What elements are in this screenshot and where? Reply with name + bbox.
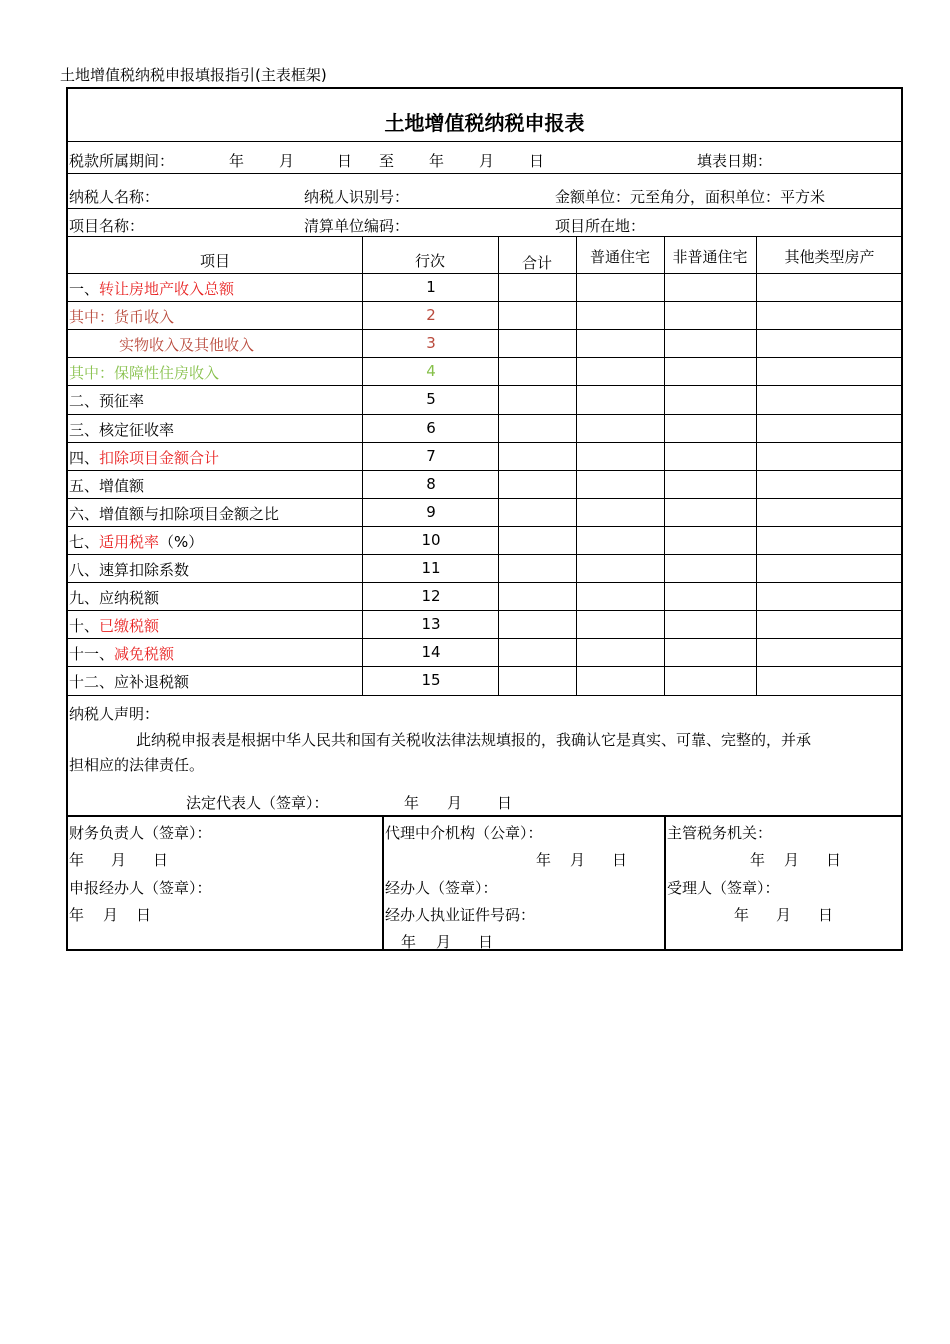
row-line-number: 9 xyxy=(426,502,436,521)
row-item-label xyxy=(69,475,144,496)
row-line-number: 12 xyxy=(421,587,441,606)
declaration-text-line2: 担相应的法律责任。 xyxy=(69,756,205,774)
divider xyxy=(68,815,903,817)
row-item-label xyxy=(69,278,234,299)
declaration-text-line1: 此纳税申报表是根据中华人民共和国有关税收法律法规填报的，我确认它是真实、可靠、完整的，并承 xyxy=(136,731,812,749)
agent-day: 日 xyxy=(612,851,628,869)
handler-day: 日 xyxy=(478,933,494,951)
row-divider xyxy=(68,554,903,555)
row-item-text: 核定征收率 xyxy=(99,420,175,439)
row-item-prefix: 十、 xyxy=(69,617,100,636)
row-line-number: 2 xyxy=(426,306,436,325)
row-divider xyxy=(68,582,903,583)
period-month-end: 月 xyxy=(479,152,495,170)
row-divider xyxy=(68,638,903,639)
period-year-start: 年 xyxy=(229,152,245,170)
unit-label: 金额单位：元至角分，面积单位：平方米 xyxy=(555,188,826,206)
column-divider xyxy=(576,236,577,695)
decl-day: 日 xyxy=(497,794,513,812)
row-line-number: 7 xyxy=(426,446,436,465)
row-line-number: 6 xyxy=(426,418,436,437)
row-line-number: 4 xyxy=(426,362,436,381)
row-item-label xyxy=(69,587,159,608)
row-line-number: 13 xyxy=(421,615,441,634)
row-item-label xyxy=(69,390,144,411)
finance-year: 年 xyxy=(69,851,85,869)
row-item-text: 扣除项目金额合计 xyxy=(99,448,220,467)
row-divider xyxy=(68,385,903,386)
row-line-number: 10 xyxy=(421,530,441,549)
row-item-prefix: 三、 xyxy=(69,420,100,439)
row-line-number: 3 xyxy=(426,334,436,353)
row-divider xyxy=(68,301,903,302)
period-year-end: 年 xyxy=(429,152,445,170)
row-item-text: 减免税额 xyxy=(114,645,175,664)
row-item-text: 已缴税额 xyxy=(99,617,160,636)
header-item: 项目 xyxy=(199,252,230,270)
form-title: 土地增值税纳税申报表 xyxy=(384,111,585,135)
row-item-text: 预征率 xyxy=(99,392,145,411)
row-item-prefix: 九、 xyxy=(69,589,100,608)
row-line-number: 14 xyxy=(421,643,441,662)
finance-day: 日 xyxy=(153,851,169,869)
column-divider xyxy=(756,236,757,695)
row-divider xyxy=(68,666,903,667)
authority-year: 年 xyxy=(750,851,766,869)
header-line-no: 行次 xyxy=(414,252,445,270)
period-month-start: 月 xyxy=(279,152,295,170)
agent-org-label: 代理中介机构（公章）： xyxy=(385,824,543,842)
finance-month: 月 xyxy=(111,851,127,869)
decl-month: 月 xyxy=(447,794,463,812)
filer-day: 日 xyxy=(136,906,152,924)
period-day-end: 日 xyxy=(529,152,545,170)
authority-day: 日 xyxy=(826,851,842,869)
filer-month: 月 xyxy=(103,906,119,924)
receiver-month: 月 xyxy=(776,906,792,924)
divider xyxy=(68,141,903,142)
tax-authority-label: 主管税务机关： xyxy=(667,824,773,842)
divider xyxy=(68,208,903,209)
row-item-text: 实物收入及其他收入 xyxy=(119,336,255,355)
row-item-prefix: 十二、 xyxy=(69,673,115,692)
divider xyxy=(382,815,384,949)
row-divider xyxy=(68,357,903,358)
header-non-ordinary-housing: 非普通住宅 xyxy=(672,248,748,266)
row-item-label xyxy=(69,615,159,636)
receiver-day: 日 xyxy=(818,906,834,924)
row-line-number: 5 xyxy=(426,390,436,409)
fill-date-label: 填表日期： xyxy=(697,152,773,170)
row-item-prefix: 八、 xyxy=(69,561,100,579)
row-item-label xyxy=(69,643,174,664)
row-item-prefix: 一、 xyxy=(69,280,100,298)
row-line-number: 15 xyxy=(421,671,441,690)
row-item-text: 应补退税额 xyxy=(114,673,190,692)
row-item-prefix: 五、 xyxy=(69,476,100,495)
row-item-prefix: 四、 xyxy=(69,448,100,467)
declaration-title: 纳税人声明： xyxy=(69,705,160,723)
tax-form xyxy=(66,87,903,951)
row-item-label xyxy=(69,419,174,440)
row-item-prefix: 七、 xyxy=(69,532,100,551)
row-line-number: 1 xyxy=(426,278,436,296)
row-line-number: 11 xyxy=(421,559,441,577)
row-item-prefix: 二、 xyxy=(69,392,100,411)
receiver-label: 受理人（签章）： xyxy=(667,879,780,897)
receiver-year: 年 xyxy=(734,906,750,924)
row-item-text: 应纳税额 xyxy=(99,589,160,608)
row-item-text: 转让房地产收入总额 xyxy=(99,280,235,298)
row-divider xyxy=(68,414,903,415)
agent-month: 月 xyxy=(570,851,586,869)
row-item-text: 适用税率 xyxy=(99,532,160,551)
period-label: 税款所属期间： xyxy=(69,152,175,170)
row-item-prefix: 六、 xyxy=(69,504,100,523)
row-item-label xyxy=(69,306,174,327)
agent-year: 年 xyxy=(536,851,552,869)
column-divider xyxy=(362,236,363,695)
row-divider xyxy=(68,442,903,443)
header-total: 合计 xyxy=(521,254,552,272)
authority-month: 月 xyxy=(784,851,800,869)
handler-month: 月 xyxy=(436,933,452,951)
row-item-prefix: 十一、 xyxy=(69,645,115,664)
taxpayer-id-label: 纳税人识别号： xyxy=(304,188,410,206)
row-line-number: 8 xyxy=(426,474,436,493)
guide-title: 土地增值税纳税申报填报指引(主表框架) xyxy=(60,66,327,84)
row-divider xyxy=(68,526,903,527)
row-item-label xyxy=(69,671,189,692)
column-divider xyxy=(498,236,499,695)
row-item-text: 速算扣除系数 xyxy=(99,561,190,579)
row-item-label xyxy=(69,447,219,468)
row-item-label xyxy=(69,531,203,552)
filer-label: 申报经办人（签章）： xyxy=(69,879,212,897)
divider xyxy=(68,173,903,174)
period-to: 至 xyxy=(379,152,395,170)
row-divider xyxy=(68,610,903,611)
row-item-text: 其中：保障性住房收入 xyxy=(69,364,220,383)
row-item-text: 增值额与扣除项目金额之比 xyxy=(99,504,280,523)
row-item-label xyxy=(69,362,219,383)
row-item-label xyxy=(69,503,279,524)
period-day-start: 日 xyxy=(337,152,353,170)
row-divider xyxy=(68,329,903,330)
project-name-label: 项目名称： xyxy=(69,217,145,235)
row-item-suffix: （%） xyxy=(159,532,204,551)
taxpayer-name-label: 纳税人名称： xyxy=(69,188,160,206)
legal-rep-label: 法定代表人（签章）： xyxy=(186,794,329,812)
column-divider xyxy=(664,236,665,695)
handler-label: 经办人（签章）： xyxy=(385,879,498,897)
decl-year: 年 xyxy=(404,794,420,812)
row-item-label xyxy=(69,559,189,580)
row-item-label xyxy=(119,334,254,355)
row-divider xyxy=(68,695,903,696)
header-ordinary-housing: 普通住宅 xyxy=(589,248,650,266)
row-divider xyxy=(68,273,903,274)
filer-year: 年 xyxy=(69,906,85,924)
clearing-code-label: 清算单位编码： xyxy=(304,217,410,235)
project-location-label: 项目所在地： xyxy=(555,217,646,235)
handler-cert-label: 经办人执业证件号码： xyxy=(385,906,536,924)
row-divider xyxy=(68,470,903,471)
header-other-property: 其他类型房产 xyxy=(784,248,875,266)
divider xyxy=(664,815,666,949)
row-item-text: 其中：货币收入 xyxy=(69,308,175,327)
handler-year: 年 xyxy=(401,933,417,951)
row-divider xyxy=(68,498,903,499)
divider xyxy=(68,236,903,237)
row-item-text: 增值额 xyxy=(99,476,145,495)
finance-head-label: 财务负责人（签章）： xyxy=(69,824,212,842)
